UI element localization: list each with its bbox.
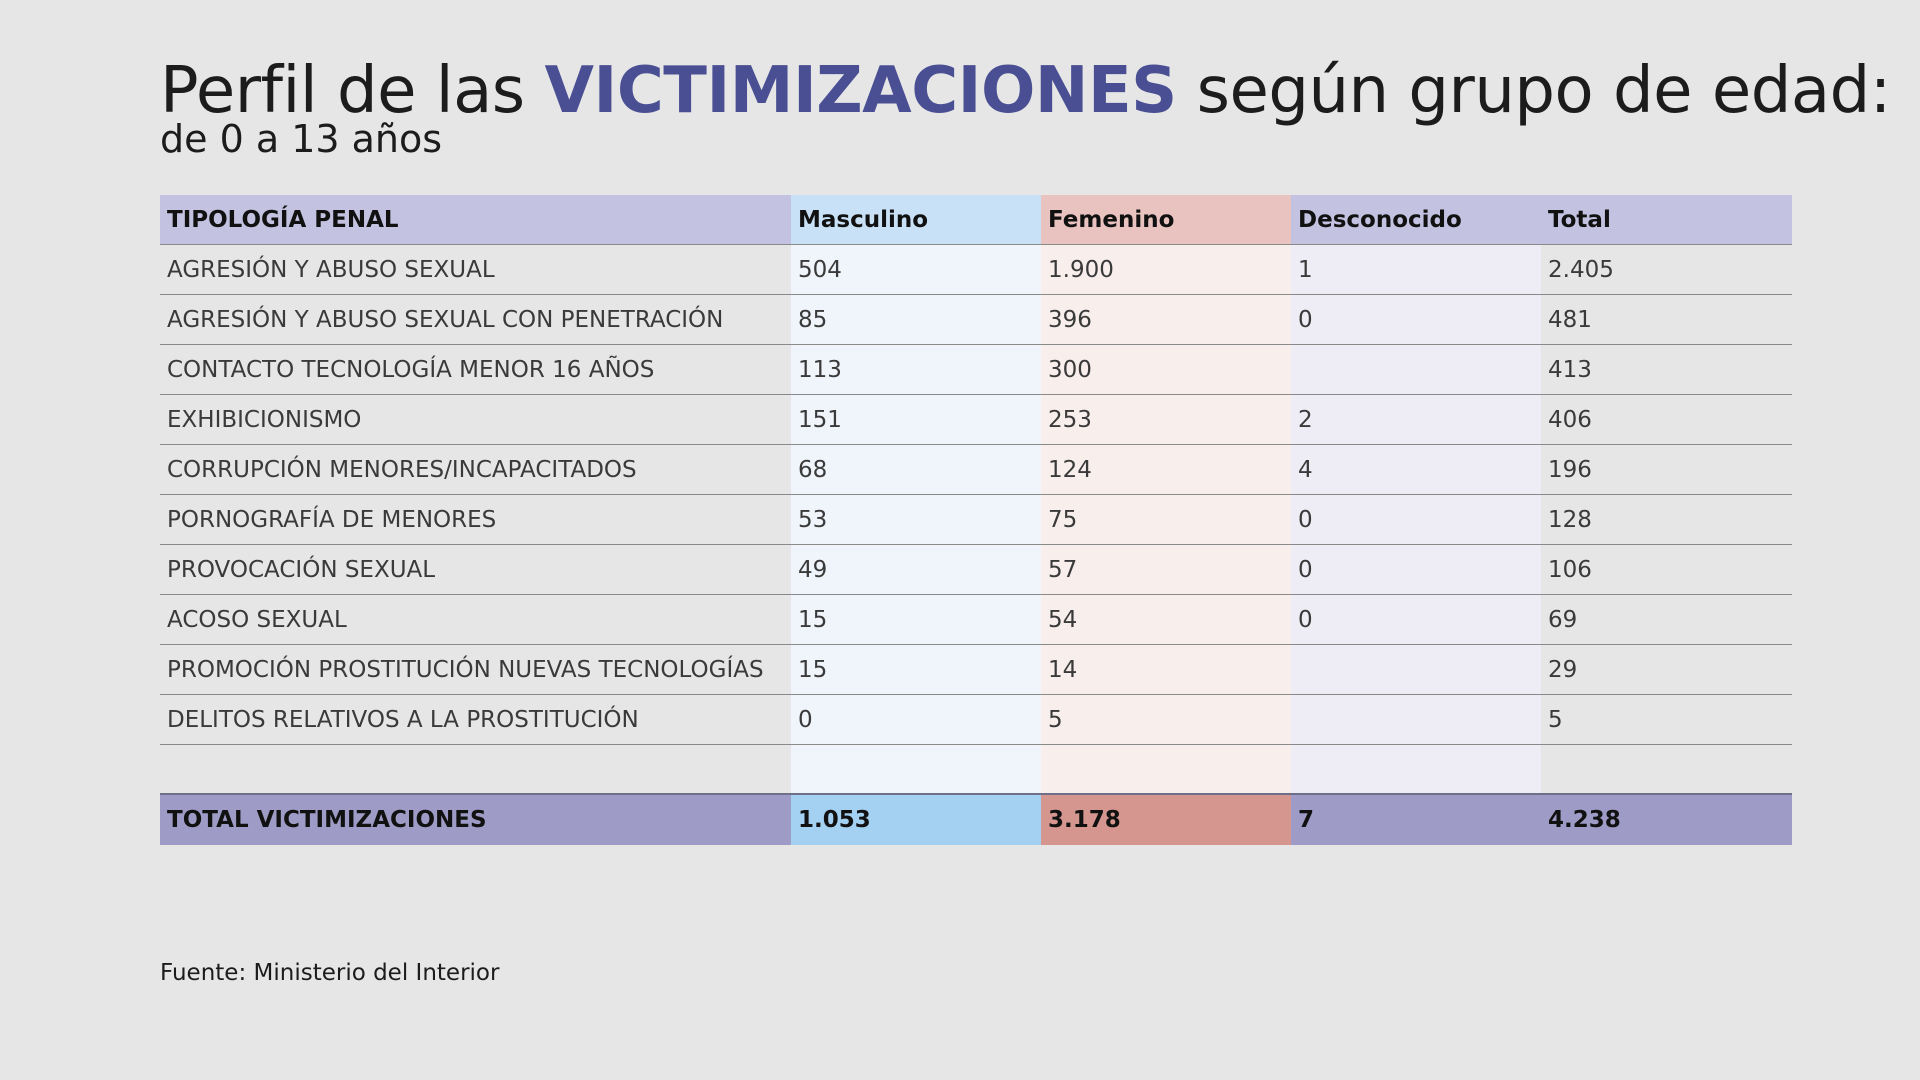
table-row-1-desconocido-cell: 1	[1291, 245, 1541, 294]
table-row-3-femenino-cell: 300	[1041, 345, 1291, 394]
table-row-6	[160, 495, 1792, 545]
table-row-8-femenino-cell: 54	[1041, 595, 1291, 644]
table-spacer-row-masculino-cell	[791, 745, 1041, 793]
table-row-7-masculino-cell: 49	[791, 545, 1041, 594]
table-row-7	[160, 545, 1792, 595]
table-row-2-femenino-cell: 396	[1041, 295, 1291, 344]
table-row-1	[160, 245, 1792, 295]
title-part-2: según grupo de edad:	[1176, 54, 1891, 128]
table-row-3-total-cell: 413	[1541, 345, 1792, 394]
table-row-1-femenino-cell: 1.900	[1041, 245, 1291, 294]
table-row-5-tipologia-cell: CORRUPCIÓN MENORES/INCAPACITADOS	[160, 445, 791, 494]
table-row-10-total-cell: 5	[1541, 695, 1792, 744]
table-row-10-femenino-cell: 5	[1041, 695, 1291, 744]
table-header-total-cell: Total	[1541, 195, 1792, 244]
table-row-9-masculino-cell: 15	[791, 645, 1041, 694]
table-row-8-tipologia-cell: ACOSO SEXUAL	[160, 595, 791, 644]
table-row-9	[160, 645, 1792, 695]
table-row-8-masculino-cell: 15	[791, 595, 1041, 644]
table-spacer-row-femenino-cell	[1041, 745, 1291, 793]
table-total-row	[160, 795, 1792, 845]
table-total-row-tipologia-cell: TOTAL VICTIMIZACIONES	[160, 795, 791, 845]
table-row-9-total-cell: 29	[1541, 645, 1792, 694]
table-row-4-desconocido-cell: 2	[1291, 395, 1541, 444]
table-row-9-tipologia-cell: PROMOCIÓN PROSTITUCIÓN NUEVAS TECNOLOGÍAS	[160, 645, 791, 694]
table-row-7-total-cell: 106	[1541, 545, 1792, 594]
table-row-6-desconocido-cell: 0	[1291, 495, 1541, 544]
table-row-4-tipologia-cell: EXHIBICIONISMO	[160, 395, 791, 444]
title-part-1: Perfil de las	[160, 54, 545, 128]
table-row-5-desconocido-cell: 4	[1291, 445, 1541, 494]
table-header	[160, 195, 1792, 245]
table-spacer-row-desconocido-cell	[1291, 745, 1541, 793]
table-row-7-desconocido-cell: 0	[1291, 545, 1541, 594]
table-row-5-total-cell: 196	[1541, 445, 1792, 494]
table-row-8-total-cell: 69	[1541, 595, 1792, 644]
table-row-4	[160, 395, 1792, 445]
table-row-10-desconocido-cell	[1291, 695, 1541, 744]
table-row-5-masculino-cell: 68	[791, 445, 1041, 494]
table-row-4-total-cell: 406	[1541, 395, 1792, 444]
table-row-6-total-cell: 128	[1541, 495, 1792, 544]
table-row-4-masculino-cell: 151	[791, 395, 1041, 444]
table-row-2	[160, 295, 1792, 345]
table-row-2-desconocido-cell: 0	[1291, 295, 1541, 344]
table-row-1-tipologia-cell: AGRESIÓN Y ABUSO SEXUAL	[160, 245, 791, 294]
table-row-6-femenino-cell: 75	[1041, 495, 1291, 544]
table-row-10-tipologia-cell: DELITOS RELATIVOS A LA PROSTITUCIÓN	[160, 695, 791, 744]
table-row-9-femenino-cell: 14	[1041, 645, 1291, 694]
table-row-2-tipologia-cell: AGRESIÓN Y ABUSO SEXUAL CON PENETRACIÓN	[160, 295, 791, 344]
table-row-3-masculino-cell: 113	[791, 345, 1041, 394]
table-total-row-masculino-cell: 1.053	[791, 795, 1041, 845]
table-header-desconocido-cell: Desconocido	[1291, 195, 1541, 244]
table-row-9-desconocido-cell	[1291, 645, 1541, 694]
source-note: Fuente: Ministerio del Interior	[160, 960, 500, 986]
table-row-6-masculino-cell: 53	[791, 495, 1041, 544]
table-total-row-total-cell: 4.238	[1541, 795, 1792, 845]
victimization-table	[160, 195, 1792, 845]
page-subtitle: de 0 a 13 años	[160, 117, 443, 161]
table-row-1-total-cell: 2.405	[1541, 245, 1792, 294]
table-row-7-tipologia-cell: PROVOCACIÓN SEXUAL	[160, 545, 791, 594]
table-row-10-masculino-cell: 0	[791, 695, 1041, 744]
table-header-femenino-cell: Femenino	[1041, 195, 1291, 244]
table-spacer-row-total-cell	[1541, 745, 1792, 793]
table-row-2-masculino-cell: 85	[791, 295, 1041, 344]
table-spacer-row	[160, 745, 1792, 795]
title-highlight: VICTIMIZACIONES	[544, 54, 1177, 128]
table-row-7-femenino-cell: 57	[1041, 545, 1291, 594]
table-spacer-row-tipologia-cell	[160, 745, 791, 793]
table-row-6-tipologia-cell: PORNOGRAFÍA DE MENORES	[160, 495, 791, 544]
table-row-10	[160, 695, 1792, 745]
table-row-2-total-cell: 481	[1541, 295, 1792, 344]
table-row-4-femenino-cell: 253	[1041, 395, 1291, 444]
table-row-5	[160, 445, 1792, 495]
table-row-8	[160, 595, 1792, 645]
table-row-1-masculino-cell: 504	[791, 245, 1041, 294]
table-total-row-femenino-cell: 3.178	[1041, 795, 1291, 845]
table-row-3	[160, 345, 1792, 395]
table-row-5-femenino-cell: 124	[1041, 445, 1291, 494]
table-header-masculino-cell: Masculino	[791, 195, 1041, 244]
table-row-3-tipologia-cell: CONTACTO TECNOLOGÍA MENOR 16 AÑOS	[160, 345, 791, 394]
table-total-row-desconocido-cell: 7	[1291, 795, 1541, 845]
table-row-8-desconocido-cell: 0	[1291, 595, 1541, 644]
table-row-3-desconocido-cell	[1291, 345, 1541, 394]
table-header-tipologia-cell: TIPOLOGÍA PENAL	[160, 195, 791, 244]
